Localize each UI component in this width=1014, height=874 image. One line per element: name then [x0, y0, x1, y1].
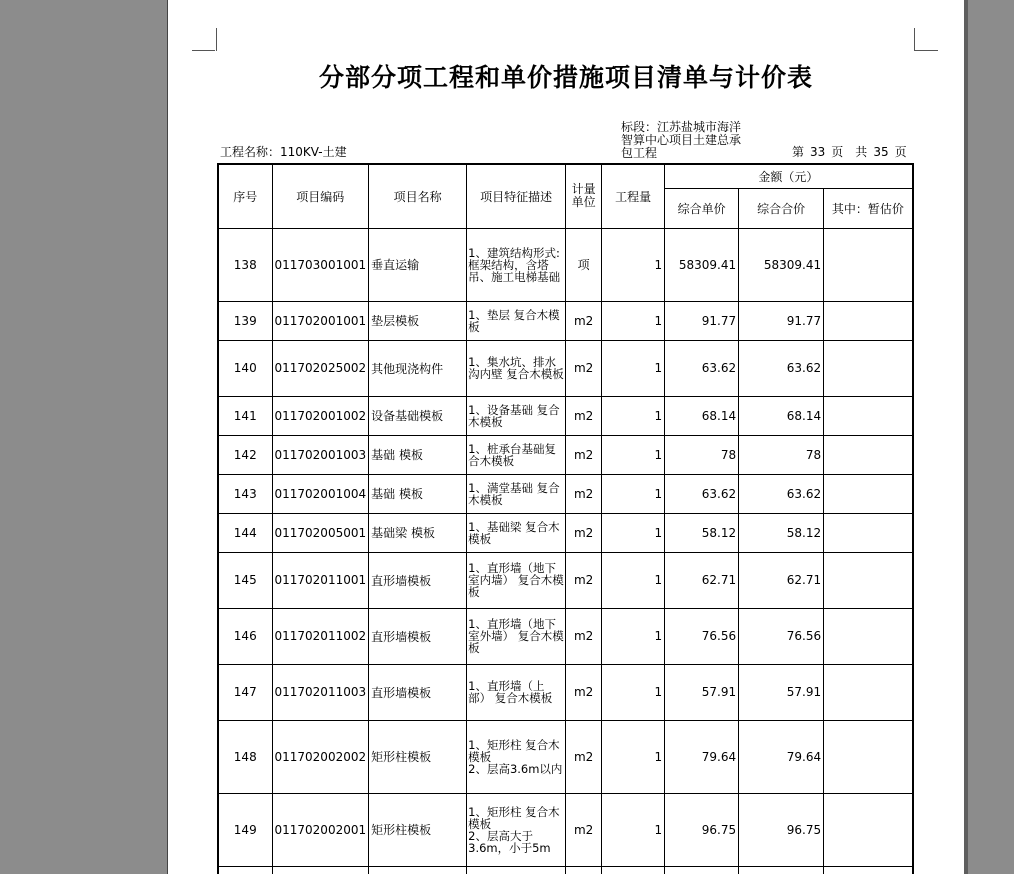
- row-seq: 138: [218, 228, 272, 301]
- row-total-price: 63.62: [739, 474, 824, 513]
- row-code: 011703001001: [272, 228, 369, 301]
- row-unit: m2: [566, 552, 602, 608]
- row-unit-price: 91.77: [665, 301, 739, 340]
- row-qty: 1: [602, 301, 665, 340]
- row-total-price: 91.77: [739, 301, 824, 340]
- row-seq: 142: [218, 435, 272, 474]
- row-qty: 1: [602, 793, 665, 866]
- row-total-price: 78: [739, 435, 824, 474]
- header-amount: 金额（元）: [665, 164, 913, 188]
- row-provisional: [824, 435, 913, 474]
- total-pages: 35: [873, 145, 889, 159]
- table-row: [218, 340, 913, 396]
- row-unit: m2: [566, 664, 602, 720]
- row-seq: 145: [218, 552, 272, 608]
- row-desc: 1、垫层 复合木模板: [467, 301, 566, 340]
- row-code: 011702011001: [272, 552, 369, 608]
- row-code: 011702005001: [272, 513, 369, 552]
- row-unit: 项: [566, 228, 602, 301]
- table-row: [218, 866, 913, 874]
- row-provisional: [824, 474, 913, 513]
- row-qty: 1: [602, 608, 665, 664]
- table-row: [218, 664, 913, 720]
- row-provisional: [824, 664, 913, 720]
- row-code: 011702001001: [272, 301, 369, 340]
- row-code: 011702001003: [272, 435, 369, 474]
- row-unit: m2: [566, 720, 602, 793]
- row-seq: 148: [218, 720, 272, 793]
- row-total-price: 58.12: [739, 513, 824, 552]
- table-row: [218, 513, 913, 552]
- row-provisional: [824, 608, 913, 664]
- row-unit-price: 58.12: [665, 513, 739, 552]
- row-qty: 1: [602, 720, 665, 793]
- row-qty: 1: [602, 664, 665, 720]
- header-name: 项目名称: [369, 164, 467, 228]
- row-unit: m2: [566, 301, 602, 340]
- row-provisional: [824, 396, 913, 435]
- table-row: [218, 228, 913, 301]
- row-total-price: 63.62: [739, 340, 824, 396]
- row-desc: 1、集水坑、排水沟内壁 复合木模板: [467, 340, 566, 396]
- bill-of-quantities-table: [217, 163, 914, 874]
- page-shadow: [964, 0, 968, 874]
- row-provisional: [824, 866, 913, 874]
- row-total-price: 96.75: [739, 793, 824, 866]
- row-unit-price: 63.62: [665, 474, 739, 513]
- row-qty: 1: [602, 435, 665, 474]
- document-title: 分部分项工程和单价措施项目清单与计价表: [318, 63, 813, 92]
- row-provisional: [824, 513, 913, 552]
- crop-mark: [915, 50, 938, 51]
- crop-mark: [192, 50, 215, 51]
- row-unit-price: 57.91: [665, 664, 739, 720]
- row-unit: m2: [566, 396, 602, 435]
- row-desc: 1、直形墙（上部） 复合木模板: [467, 664, 566, 720]
- row-code: [272, 866, 369, 874]
- row-seq: 147: [218, 664, 272, 720]
- row-name: 设备基础模板: [369, 396, 467, 435]
- row-unit-price: 58309.41: [665, 228, 739, 301]
- row-desc: 1、直形墙（地下室外墙） 复合木模板: [467, 608, 566, 664]
- table-row: [218, 396, 913, 435]
- row-code: 011702011003: [272, 664, 369, 720]
- row-provisional: [824, 793, 913, 866]
- row-name: 垂直运输: [369, 228, 467, 301]
- row-total-price: 57.91: [739, 664, 824, 720]
- row-name: 直形墙模板: [369, 552, 467, 608]
- row-unit: m2: [566, 608, 602, 664]
- table-row: [218, 608, 913, 664]
- crop-mark: [216, 28, 217, 51]
- row-desc: 1、矩形柱 复合木模板 2、层高大于3.6m，小于5m: [467, 793, 566, 866]
- header-seq: 序号: [218, 164, 272, 228]
- row-qty: [602, 866, 665, 874]
- table-row: [218, 720, 913, 793]
- row-desc: 1、桩承台基础复合木模板: [467, 435, 566, 474]
- row-seq: 144: [218, 513, 272, 552]
- row-code: 011702001004: [272, 474, 369, 513]
- table-row: [218, 435, 913, 474]
- row-unit: m2: [566, 340, 602, 396]
- row-name: [369, 866, 467, 874]
- row-name: 直形墙模板: [369, 664, 467, 720]
- row-desc: 1、矩形柱 复合木模板 2、层高3.6m以内: [467, 720, 566, 793]
- row-qty: 1: [602, 513, 665, 552]
- row-seq: 143: [218, 474, 272, 513]
- row-seq: 149: [218, 793, 272, 866]
- row-total-price: 76.56: [739, 608, 824, 664]
- header-provisional: 其中：暂估价: [824, 188, 913, 228]
- row-total-price: [739, 866, 824, 874]
- row-code: 011702011002: [272, 608, 369, 664]
- row-unit-price: 68.14: [665, 396, 739, 435]
- header-unit: 计量单位: [566, 164, 602, 228]
- row-code: 011702025002: [272, 340, 369, 396]
- table-row: [218, 793, 913, 866]
- header-unit-price: 综合单价: [665, 188, 739, 228]
- row-desc: 1、建筑结构形式:框架结构，含塔吊、施工电梯基础: [467, 228, 566, 301]
- crop-mark: [914, 28, 915, 51]
- table-row: [218, 474, 913, 513]
- current-page: 33: [810, 145, 826, 159]
- row-provisional: [824, 720, 913, 793]
- row-qty: 1: [602, 228, 665, 301]
- row-unit-price: 78: [665, 435, 739, 474]
- table-row: [218, 552, 913, 608]
- header-code: 项目编码: [272, 164, 369, 228]
- row-unit-price: [665, 866, 739, 874]
- row-unit-price: 62.71: [665, 552, 739, 608]
- row-desc: [467, 866, 566, 874]
- row-code: 011702001002: [272, 396, 369, 435]
- page-info: 第 33 页 共 35 页: [792, 145, 907, 159]
- row-code: 011702002001: [272, 793, 369, 866]
- row-desc: 1、设备基础 复合木模板: [467, 396, 566, 435]
- row-name: 矩形柱模板: [369, 720, 467, 793]
- row-name: 矩形柱模板: [369, 793, 467, 866]
- row-provisional: [824, 340, 913, 396]
- row-unit-price: 96.75: [665, 793, 739, 866]
- row-unit: m2: [566, 793, 602, 866]
- project-name: 工程名称：110KV-土建: [220, 145, 347, 159]
- row-code: 011702002002: [272, 720, 369, 793]
- row-desc: 1、直形墙（地下室内墙） 复合木模板: [467, 552, 566, 608]
- row-name: 直形墙模板: [369, 608, 467, 664]
- document-page: [167, 0, 965, 874]
- header-qty: 工程量: [602, 164, 665, 228]
- row-unit-price: 63.62: [665, 340, 739, 396]
- row-name: 基础梁 模板: [369, 513, 467, 552]
- row-total-price: 79.64: [739, 720, 824, 793]
- row-unit: m2: [566, 474, 602, 513]
- row-unit-price: 76.56: [665, 608, 739, 664]
- row-seq: [218, 866, 272, 874]
- table-row: [218, 301, 913, 340]
- row-total-price: 58309.41: [739, 228, 824, 301]
- row-qty: 1: [602, 396, 665, 435]
- row-total-price: 62.71: [739, 552, 824, 608]
- row-provisional: [824, 228, 913, 301]
- row-desc: 1、满堂基础 复合木模板: [467, 474, 566, 513]
- row-name: 基础 模板: [369, 435, 467, 474]
- row-seq: 146: [218, 608, 272, 664]
- header-desc: 项目特征描述: [467, 164, 566, 228]
- row-name: 基础 模板: [369, 474, 467, 513]
- row-desc: 1、基础梁 复合木模板: [467, 513, 566, 552]
- header-total-price: 综合合价: [739, 188, 824, 228]
- row-seq: 141: [218, 396, 272, 435]
- row-unit: m2: [566, 513, 602, 552]
- row-unit: m2: [566, 435, 602, 474]
- row-name: 其他现浇构件: [369, 340, 467, 396]
- row-qty: 1: [602, 340, 665, 396]
- row-unit-price: 79.64: [665, 720, 739, 793]
- row-seq: 139: [218, 301, 272, 340]
- section-label: 标段：江苏盐城市海洋智算中心项目土建总承包工程: [621, 120, 742, 160]
- row-provisional: [824, 552, 913, 608]
- row-name: 垫层模板: [369, 301, 467, 340]
- row-qty: 1: [602, 552, 665, 608]
- row-qty: 1: [602, 474, 665, 513]
- row-seq: 140: [218, 340, 272, 396]
- row-total-price: 68.14: [739, 396, 824, 435]
- row-provisional: [824, 301, 913, 340]
- row-unit: [566, 866, 602, 874]
